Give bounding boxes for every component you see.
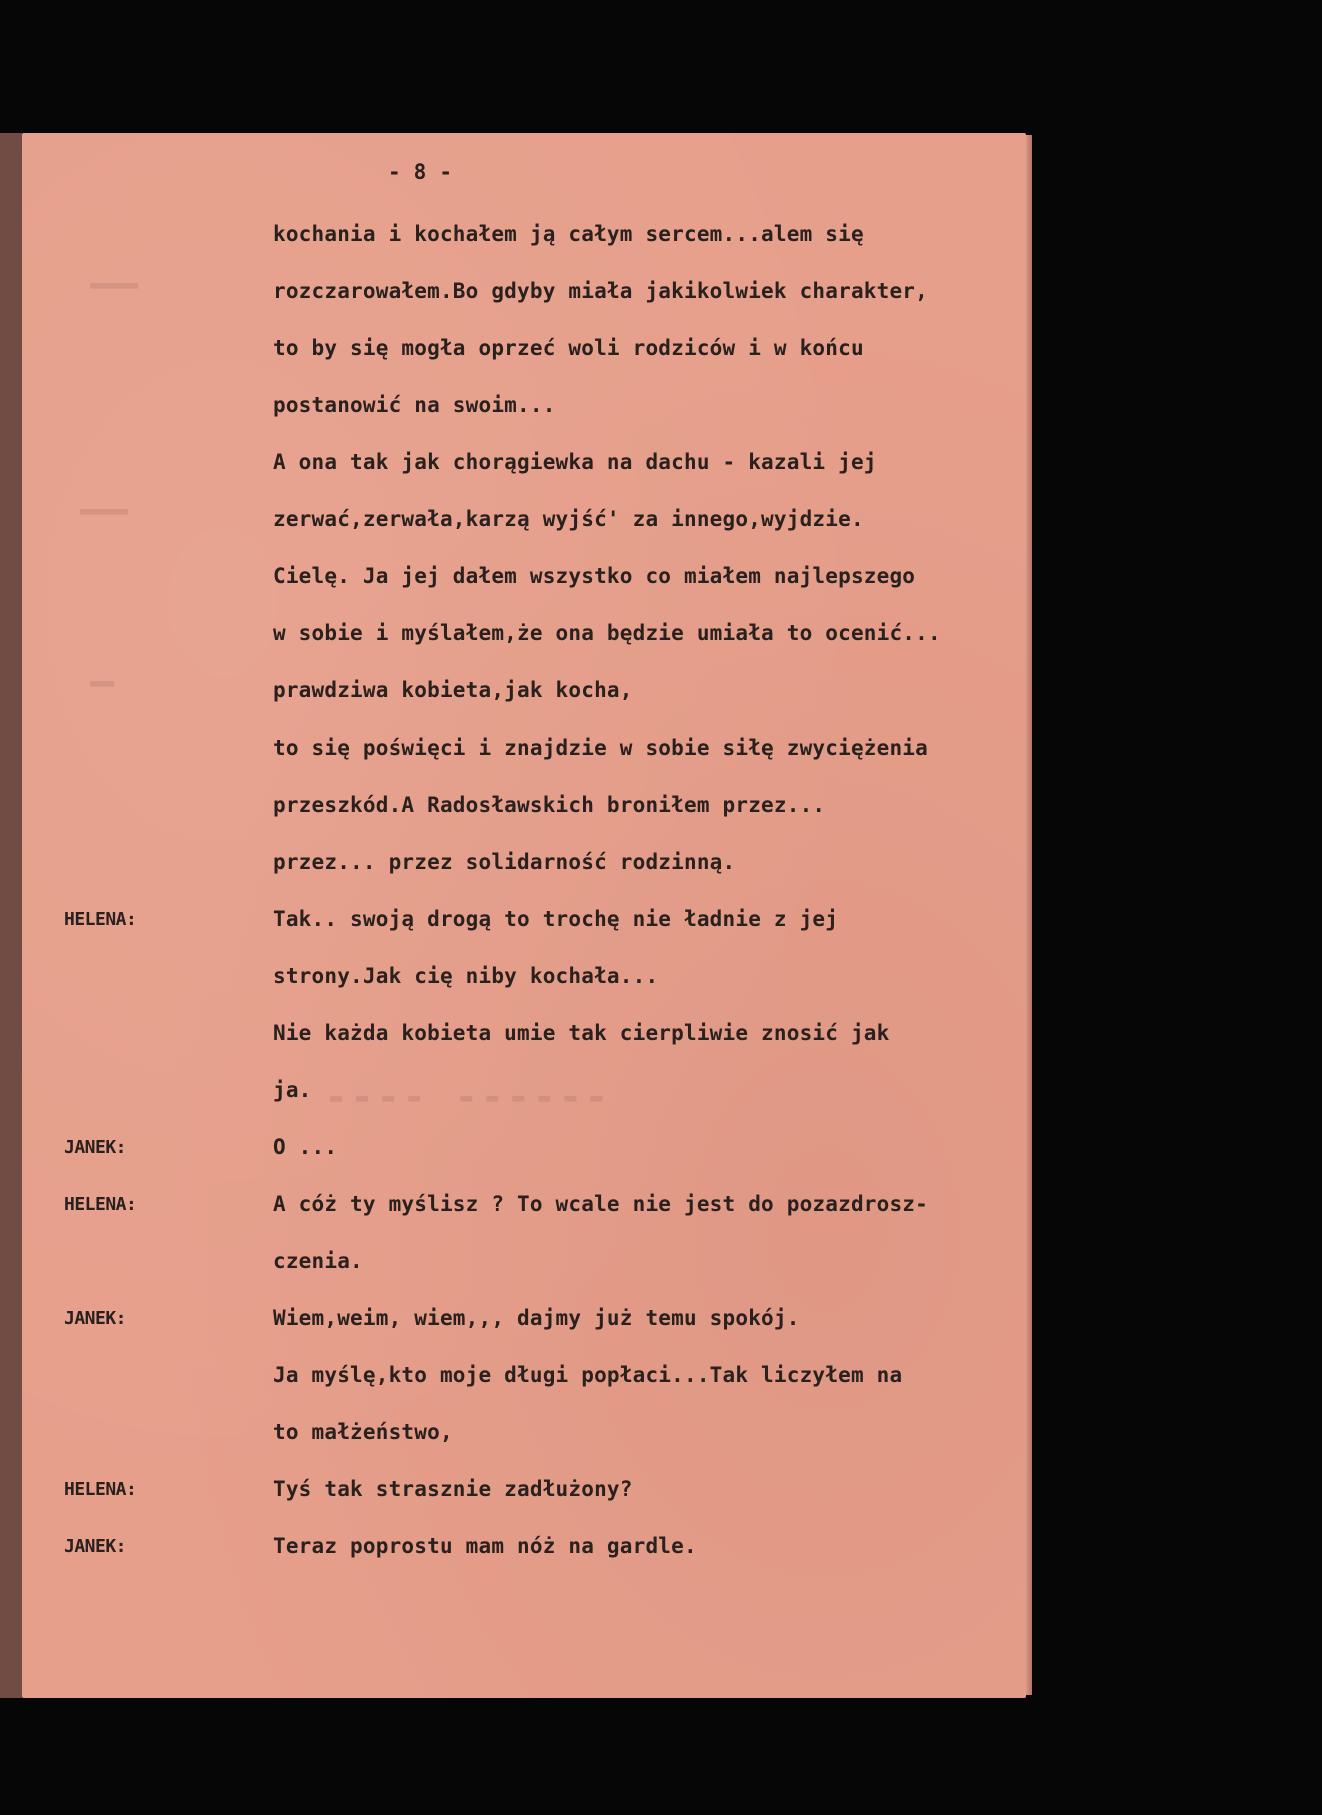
script-line: postanowić na swoim... (273, 393, 556, 417)
script-line: Tak.. swoją drogą to trochę nie ładnie z jej (273, 907, 839, 931)
script-line: przeszkód.A Radosławskich broniłem przez... (273, 793, 826, 817)
show-through-mark: ▬▬▬▬ ▬▬▬▬▬▬ (330, 1085, 617, 1109)
script-line: A cóż ty myślisz ? To wcale nie jest do pozazdrosz- (273, 1192, 928, 1216)
script-line: Cielę. Ja jej dałem wszystko co miałem najlepszego (273, 564, 916, 588)
script-line: zerwać,zerwała,karzą wyjść' za innego,wyjdzie. (273, 507, 864, 531)
script-line: Teraz poprostu mam nóż na gardle. (273, 1534, 697, 1558)
script-line: Ja myślę,kto moje długi popłaci...Tak liczyłem na (273, 1363, 903, 1387)
page-left-edge (0, 133, 22, 1698)
speaker-label: HELENA: (64, 1194, 137, 1215)
script-line: to małżeństwo, (273, 1420, 453, 1444)
script-line: czenia. (273, 1249, 363, 1273)
page-number: - 8 - (388, 160, 453, 184)
show-through-mark: ▬▬▬▬ (80, 498, 129, 522)
script-line: A ona tak jak chorągiewka na dachu - kazali jej (273, 450, 877, 474)
script-line: to się poświęci i znajdzie w sobie siłę zwyciężenia (273, 736, 928, 760)
script-line: przez... przez solidarność rodzinną. (273, 850, 736, 874)
script-line: Tyś tak strasznie zadłużony? (273, 1477, 633, 1501)
script-line: prawdziwa kobieta,jak kocha, (273, 678, 633, 702)
script-line: Wiem,weim, wiem,,, dajmy już temu spokój. (273, 1306, 800, 1330)
speaker-label: HELENA: (64, 909, 137, 930)
speaker-label: JANEK: (64, 1137, 127, 1158)
show-through-mark: ▬▬▬▬ (90, 272, 139, 296)
script-line: w sobie i myślałem,że ona będzie umiała to ocenić... (273, 621, 941, 645)
script-line: kochania i kochałem ją całym sercem...alem się (273, 222, 864, 246)
script-line: to by się mogła oprzeć woli rodziców i w końcu (273, 336, 864, 360)
speaker-label: JANEK: (64, 1536, 127, 1557)
script-line: rozczarowałem.Bo gdyby miała jakikolwiek charakter, (273, 279, 928, 303)
speaker-label: JANEK: (64, 1308, 127, 1329)
script-line: Nie każda kobieta umie tak cierpliwie znosić jak (273, 1021, 890, 1045)
script-line: ja. (273, 1078, 312, 1102)
page-right-edge (1026, 135, 1032, 1695)
show-through-mark: ▬▬ (90, 670, 115, 694)
speaker-label: HELENA: (64, 1479, 137, 1500)
script-line: O ... (273, 1135, 338, 1159)
script-line: strony.Jak cię niby kochała... (273, 964, 659, 988)
